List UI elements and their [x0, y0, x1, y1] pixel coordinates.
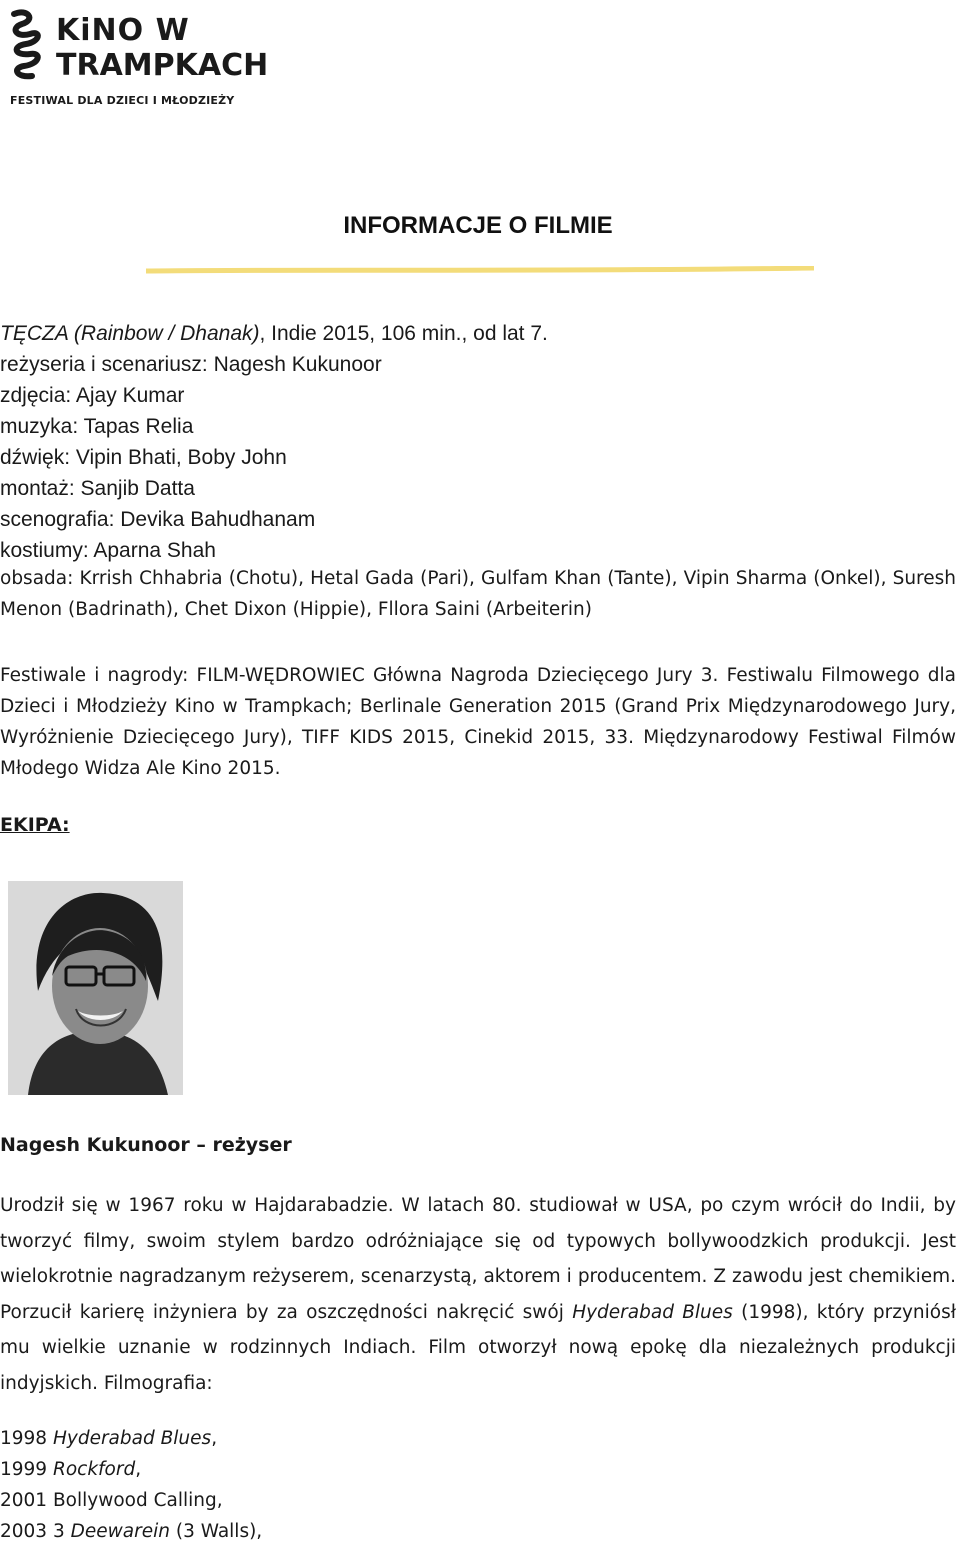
festival-logo — [6, 8, 269, 108]
crew-heading — [0, 814, 70, 836]
film-original-title: (Rainbow / Dhanak) — [73, 322, 260, 345]
film-suffix: (3 Walls), — [169, 1521, 263, 1542]
film-year: 1998 — [0, 1428, 53, 1449]
film-suffix: , — [211, 1428, 218, 1449]
crew-heading-text: EKIPA: — [0, 814, 70, 836]
credit-line: zdjęcia: Ajay Kumar — [0, 384, 185, 407]
logo-title-line2: TRAMPKACH — [56, 48, 269, 83]
film-title-entry: Rockford — [52, 1459, 136, 1480]
filmography-item — [0, 1516, 956, 1547]
film-info — [0, 318, 956, 566]
ribbon-logo-icon — [6, 8, 50, 88]
film-details: , Indie 2015, 106 min., od lat 7. — [259, 322, 548, 345]
director-heading — [0, 1134, 292, 1156]
film-title: TĘCZA — [0, 322, 69, 345]
filmography-item — [0, 1485, 956, 1516]
credit-line: dźwięk: Vipin Bhati, Boby John — [0, 446, 287, 469]
title-underline — [146, 266, 814, 274]
film-year: 2003 3 — [0, 1521, 71, 1542]
film-title-entry: Hyderabad Blues — [52, 1428, 212, 1449]
director-role: reżyser — [212, 1134, 292, 1156]
filmography-list — [0, 1423, 956, 1547]
director-name: Nagesh Kukunoor — [0, 1134, 190, 1156]
logo-title-line1: KiNO W — [56, 13, 190, 48]
film-heading-line — [0, 318, 956, 349]
film-suffix: , — [135, 1459, 142, 1480]
logo-tagline: FESTIWAL DLA DZIECI I MŁODZIEŻY — [10, 94, 235, 107]
page-title: INFORMACJE O FILMIE — [343, 212, 613, 239]
credit-line: kostiumy: Aparna Shah — [0, 539, 216, 562]
filmography-item — [0, 1454, 956, 1485]
credit-line: scenografia: Devika Bahudhanam — [0, 508, 316, 531]
film-year: 2001 — [0, 1490, 53, 1511]
film-title-entry: Bollywood Calling — [52, 1490, 217, 1511]
filmography-item — [0, 1423, 956, 1454]
director-dash: – — [189, 1134, 213, 1156]
festivals-paragraph: Festiwale i nagrody: FILM-WĘDROWIEC Główna Nagroda Dziecięcego Jury 3. Festiwalu Filmowego dla Dzieci i Młodzieży Kino w Trampkach; Berlinale Generation 2015 (Grand Prix Międzynarodowego Jury, Wyróżnienie Dziecięcego Jury), TIFF KIDS 2015, Cinekid 2015, 33. Międzynarodowy Festiwal Filmów Młodego Widza Ale Kino 2015. — [0, 665, 956, 779]
credit-line: montaż: Sanjib Datta — [0, 477, 195, 500]
bio-film-title: Hyderabad Blues — [572, 1301, 733, 1323]
director-photo — [8, 881, 183, 1095]
bio-text-part1: Urodził się w 1967 roku w Hajdarabadzie. W latach 80. studiował w USA, po czym wrócił do Indii, by tworzyć filmy, swoim stylem bardzo odróżniające się od typowych bollywoodzkich produkcji. Jest wielokrotnie nagradzanym reżyserem, scenarzystą, aktorem i producentem. Z zawodu jest chemikiem. Porzucił karierę inżyniera by za oszczędności nakręcić swój — [0, 1195, 956, 1323]
cast-paragraph: obsada: Krrish Chhabria (Chotu), Hetal Gada (Pari), Gulfam Khan (Tante), Vipin Sharma (Onkel), Suresh Menon (Badrinath), Chet Dixon (Hippie), Fllora Saini (Arbeiterin) — [0, 568, 956, 620]
film-suffix: , — [216, 1490, 223, 1511]
film-year: 1999 — [0, 1459, 53, 1480]
director-bio — [0, 1188, 956, 1401]
credit-line: muzyka: Tapas Relia — [0, 415, 194, 438]
bio-text-part2: (1998), który przyniósł mu wielkie uznanie w rodzinnych Indiach. Film otworzył nową epokę dla niezależnych produkcji indyjskich. Filmografia: — [0, 1301, 957, 1394]
film-title-entry: Deewarein — [70, 1521, 170, 1542]
credit-line: reżyseria i scenariusz: Nagesh Kukunoor — [0, 353, 382, 376]
